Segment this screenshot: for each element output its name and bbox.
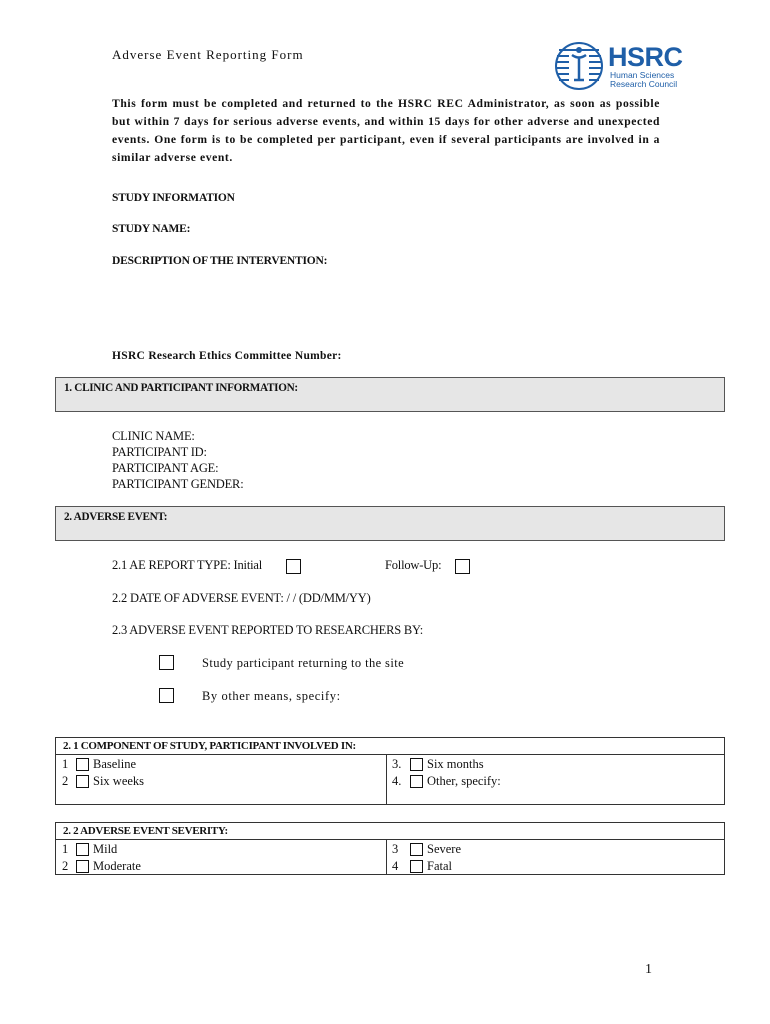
- followup-checkbox[interactable]: [455, 557, 470, 575]
- option-number: 1: [62, 842, 69, 856]
- component-option-baseline: [62, 757, 136, 772]
- option-label: Fatal: [427, 859, 452, 873]
- option-label: Severe: [427, 842, 462, 856]
- section-1-header: [55, 377, 725, 412]
- table-divider: [386, 840, 387, 875]
- followup-label: Follow-Up:: [385, 558, 442, 572]
- option-number: 1: [62, 757, 69, 771]
- logo-acronym: HSRC: [608, 42, 683, 72]
- fatal-checkbox[interactable]: [410, 860, 423, 873]
- severity-option-fatal: [392, 859, 452, 874]
- intro-paragraph: This form must be completed and returned to the HSRC REC Administrator, as soon as possible but within 7 days for serious adverse events, and within 15 days for other adverse and unexpected events. One form is to be completed per participant, even if several participants are involved in a similar adverse event.: [112, 97, 660, 164]
- section-1-title: 1. CLINIC AND PARTICIPANT INFORMATION:: [64, 382, 298, 394]
- clinic-name-label: CLINIC NAME:: [112, 429, 195, 443]
- logo-line-2: Research Council: [610, 79, 678, 89]
- severe-checkbox[interactable]: [410, 843, 423, 856]
- reported-by-label: 2.3 ADVERSE EVENT REPORTED TO RESEARCHERS BY:: [112, 623, 424, 637]
- component-option-six-months: [392, 757, 484, 772]
- study-info-heading: STUDY INFORMATION: [112, 192, 235, 204]
- option-label: Six weeks: [93, 774, 145, 788]
- other-means-label: By other means, specify:: [202, 689, 341, 703]
- mild-checkbox[interactable]: [76, 843, 89, 856]
- option-label: Six months: [427, 757, 484, 771]
- six-months-checkbox[interactable]: [410, 758, 423, 771]
- six-weeks-checkbox[interactable]: [76, 775, 89, 788]
- moderate-checkbox[interactable]: [76, 860, 89, 873]
- severity-table: [55, 822, 725, 875]
- option-label: Other, specify:: [427, 774, 501, 788]
- participant-gender-label: PARTICIPANT GENDER:: [112, 477, 244, 491]
- hsrc-logo: [555, 38, 700, 94]
- intervention-description-label: DESCRIPTION OF THE INTERVENTION:: [112, 255, 328, 267]
- option-label: Baseline: [93, 757, 137, 771]
- severity-title: 2. 2 ADVERSE EVENT SEVERITY:: [56, 823, 724, 840]
- other-specify-checkbox[interactable]: [410, 775, 423, 788]
- participant-age-label: PARTICIPANT AGE:: [112, 461, 219, 475]
- participant-returning-checkbox[interactable]: [159, 653, 174, 671]
- section-2-header: [55, 506, 725, 541]
- logo-line-1: Human Sciences: [610, 70, 675, 80]
- initial-checkbox[interactable]: [286, 557, 301, 575]
- study-component-table: [55, 737, 725, 805]
- option-label: Moderate: [93, 859, 141, 873]
- option-number: 3.: [392, 757, 402, 771]
- option-number: 4: [392, 859, 399, 873]
- participant-returning-label: Study participant returning to the site: [202, 656, 405, 670]
- study-component-title: 2. 1 COMPONENT OF STUDY, PARTICIPANT INVOLVED IN:: [56, 738, 724, 755]
- table-divider: [386, 755, 387, 805]
- study-name-label: STUDY NAME:: [112, 223, 191, 235]
- severity-option-moderate: [62, 859, 141, 874]
- event-date-label: 2.2 DATE OF ADVERSE EVENT: / / (DD/MM/YY): [112, 591, 371, 605]
- rec-number-label: HSRC Research Ethics Committee Number:: [112, 350, 342, 362]
- option-number: 2: [62, 774, 69, 788]
- severity-option-mild: [62, 842, 117, 857]
- participant-fields: [112, 428, 243, 492]
- option-number: 4.: [392, 774, 402, 788]
- option-label: Mild: [93, 842, 118, 856]
- section-2-title: 2. ADVERSE EVENT:: [64, 511, 168, 523]
- page-number: 1: [645, 962, 652, 977]
- severity-option-severe: [392, 842, 461, 857]
- component-option-other: [392, 774, 501, 789]
- option-number: 2: [62, 859, 69, 873]
- baseline-checkbox[interactable]: [76, 758, 89, 771]
- logo-subtitle: [610, 71, 677, 89]
- participant-id-label: PARTICIPANT ID:: [112, 445, 207, 459]
- option-number: 3: [392, 842, 399, 856]
- form-title: Adverse Event Reporting Form: [112, 47, 304, 62]
- other-means-checkbox[interactable]: [159, 686, 174, 704]
- report-type-label: 2.1 AE REPORT TYPE: Initial: [112, 558, 262, 572]
- component-option-six-weeks: [62, 774, 144, 789]
